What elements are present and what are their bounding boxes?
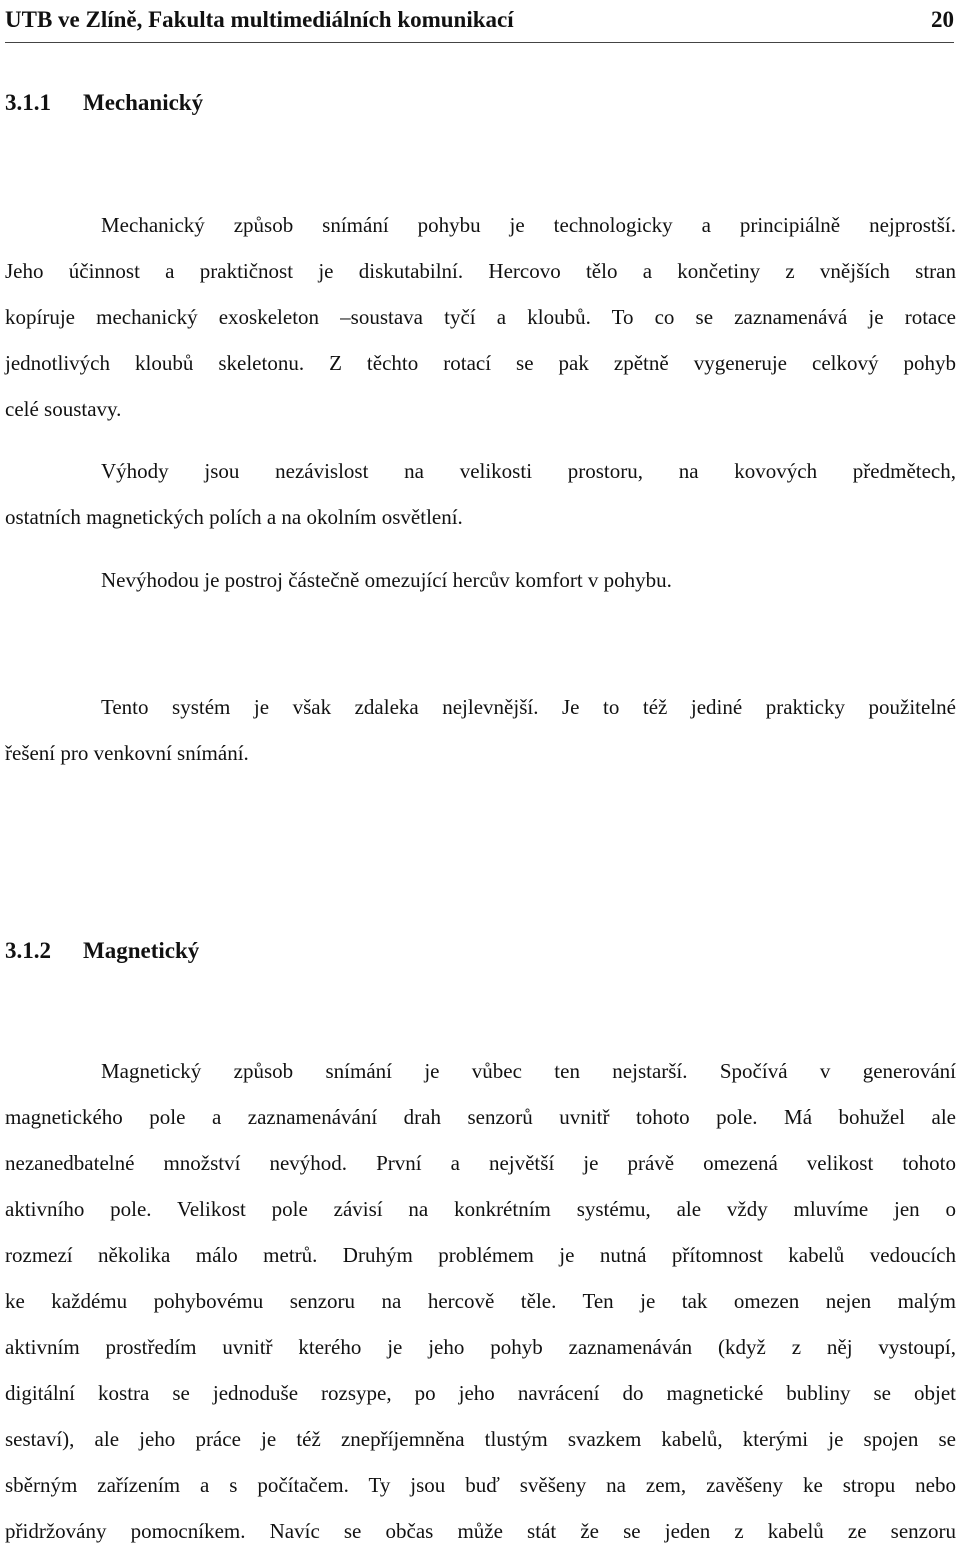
text-line: magnetického pole a zaznamenávání drah senzorů uvnitř tohoto pole. Má bohužel ale bbox=[5, 1105, 956, 1129]
text-line: nezanedbatelné množství nevýhod. První a největší je právě omezená velikost tohoto bbox=[5, 1151, 956, 1175]
text-line: Jeho účinnost a praktičnost je diskutabilní. Hercovo tělo a končetiny z vnějších stran bbox=[5, 259, 956, 283]
text-line: ostatních magnetických polích a na okolním osvětlení. bbox=[5, 505, 463, 529]
text-line: rozmezí několika málo metrů. Druhým problémem je nutná přítomnost kabelů vedoucích bbox=[5, 1243, 956, 1267]
text-line: Nevýhodou je postroj částečně omezující hercův komfort v pohybu. bbox=[101, 568, 672, 592]
paragraph-mechanical-intro bbox=[5, 202, 956, 432]
text-line: sestaví), ale jeho práce je též znepříjemněna tlustým svazkem kabelů, kterými je spojen se bbox=[5, 1427, 956, 1451]
section-number: 3.1.1 bbox=[5, 90, 51, 115]
paragraph-cost bbox=[5, 684, 956, 776]
section-number: 3.1.2 bbox=[5, 938, 51, 963]
paragraph-disadvantages bbox=[5, 557, 956, 603]
text-line: celé soustavy. bbox=[5, 397, 122, 421]
page-header bbox=[5, 2, 954, 38]
text-line: Mechanický způsob snímání pohybu je technologicky a principiálně nejprostší. bbox=[101, 213, 956, 237]
text-line: Výhody jsou nezávislost na velikosti prostoru, na kovových předmětech, bbox=[101, 459, 956, 483]
text-line: aktivního pole. Velikost pole závisí na konkrétním systému, ale vždy mluvíme jen o bbox=[5, 1197, 956, 1221]
section-heading-mechanical bbox=[5, 90, 203, 116]
page-number: 20 bbox=[931, 7, 954, 32]
text-line: kopíruje mechanický exoskeleton –soustava tyčí a kloubů. To co se zaznamenává je rotace bbox=[5, 305, 956, 329]
paragraph-magnetic bbox=[5, 1048, 956, 1554]
paragraph-advantages bbox=[5, 448, 956, 540]
text-line: jednotlivých kloubů skeletonu. Z těchto rotací se pak zpětně vygeneruje celkový pohyb bbox=[5, 351, 956, 375]
header-divider bbox=[5, 42, 954, 43]
text-line: řešení pro venkovní snímání. bbox=[5, 741, 249, 765]
header-title: UTB ve Zlíně, Fakulta multimediálních komunikací bbox=[5, 7, 514, 32]
text-line: sběrným zařízením a s počítačem. Ty jsou buď svěšeny na zem, zavěšeny ke stropu nebo bbox=[5, 1473, 956, 1497]
text-line: aktivním prostředím uvnitř kterého je jeho pohyb zaznamenáván (když z něj vystoupí, bbox=[5, 1335, 956, 1359]
section-title: Mechanický bbox=[83, 90, 204, 115]
section-heading-magnetic bbox=[5, 938, 199, 964]
section-title: Magnetický bbox=[83, 938, 200, 963]
text-line: ke každému pohybovému senzoru na hercově těle. Ten je tak omezen nejen malým bbox=[5, 1289, 956, 1313]
text-line: Tento systém je však zdaleka nejlevnější. Je to též jediné prakticky použitelné bbox=[101, 695, 956, 719]
text-line: digitální kostra se jednoduše rozsype, po jeho navrácení do magnetické bubliny se objet bbox=[5, 1381, 956, 1405]
text-line: Magnetický způsob snímání je vůbec ten nejstarší. Spočívá v generování bbox=[101, 1059, 956, 1083]
text-line: přidržovány pomocníkem. Navíc se občas může stát že se jeden z kabelů ze senzoru bbox=[5, 1519, 956, 1543]
